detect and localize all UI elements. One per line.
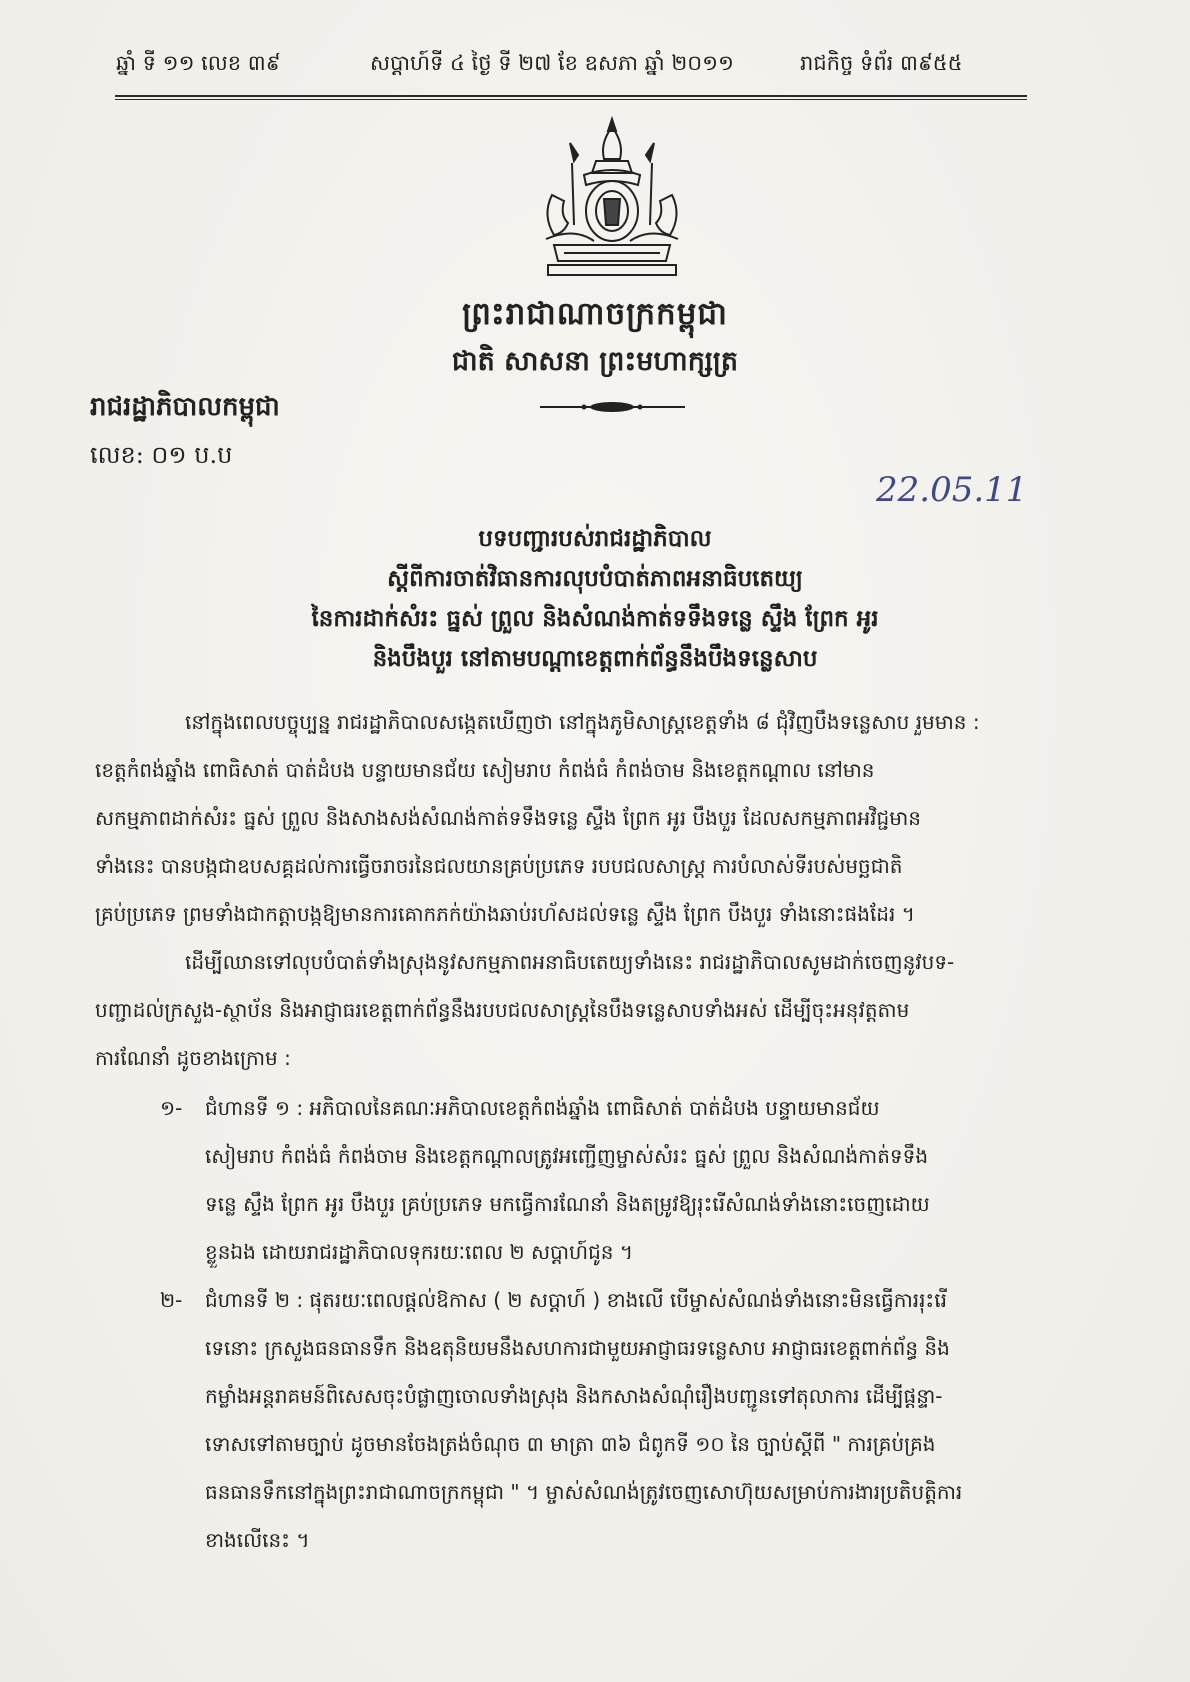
gazette-year-issue: ឆ្នាំ ទី ១១ លេខ ៣៩: [116, 51, 281, 75]
step-2-line: ខាងលើនេះ ។: [205, 1528, 310, 1552]
document-title-line-3: នៃការដាក់សំរះ ធ្នស់ ព្រួល និងសំណង់កាត់ទទឹងទន្លេ ស្ទឹង ព្រែក អូរ: [311, 605, 879, 632]
gazette-page-number: រាជកិច្ច ទំព័រ ៣៩៥៥: [800, 51, 963, 75]
step-2-line: ជំហានទី ២ : ផុតរយៈពេលផ្តល់ឱកាស ( ២ សប្តាហ៍ ) ខាងលើ បើម្ចាស់សំណង់ទាំងនោះមិនធ្វើការរុះរើ: [205, 1288, 947, 1312]
step-1-line: ជំហានទី ១ : អភិបាលនៃគណៈអភិបាលខេត្តកំពង់ឆ្នាំង ពោធិសាត់ បាត់ដំបង បន្ទាយមានជ័យ: [205, 1096, 880, 1120]
paragraph-1-line: សកម្មភាពដាក់សំរះ ធ្នស់ ព្រួល និងសាងសង់សំណង់កាត់ទទឹងទន្លេ ស្ទឹង ព្រែក អូរ បឹងបួរ ដែលសកម្មភាពអវិជ្ជមាន: [95, 806, 921, 830]
paragraph-1-line: នៅក្នុងពេលបច្ចុប្បន្ន រាជរដ្ឋាភិបាលសង្កេតឃើញថា នៅក្នុងភូមិសាស្ត្រខេត្តទាំង ៨ ជុំវិញបឹងទន្លេសាប រួមមាន :: [185, 710, 980, 734]
document-title-line-2: ស្តីពីការចាត់វិធានការលុបបំបាត់ភាពអនាធិបតេយ្យ: [387, 565, 803, 592]
kingdom-title: ព្រះរាជាណាចក្រកម្ពុជា: [462, 296, 728, 332]
header-divider-thin: [115, 99, 1027, 100]
step-1-line: ទន្លេ ស្ទឹង ព្រែក អូរ បឹងបួរ គ្រប់ប្រភេទ មកធ្វើការណែនាំ និងតម្រូវឱ្យរុះរើសំណង់ទាំងនោះចេញដោយ: [205, 1192, 930, 1216]
step-2-line: កម្លាំងអន្តរាគមន៍ពិសេសចុះបំផ្លាញចោលទាំងស្រុង និងកសាងសំណុំរឿងបញ្ជូនទៅតុលាការ ដើម្បីផ្តន្ទា-: [205, 1384, 943, 1408]
national-motto: ជាតិ សាសនា ព្រះមហាក្សត្រ: [451, 346, 739, 377]
step-2-line: ទេនោះ ក្រសួងធនធានទឹក និងឧតុនិយមនឹងសហការជាមួយអាជ្ញាធរទន្លេសាប អាជ្ញាធរខេត្តពាក់ព័ន្ធ និង: [205, 1336, 950, 1360]
royal-emblem-icon: [534, 115, 690, 280]
paragraph-1-line: ទាំងនេះ បានបង្កជាឧបសគ្គដល់ការធ្វើចរាចរនៃជលយានគ្រប់ប្រភេទ របបជលសាស្ត្រ ការបំលាស់ទីរបស់មច្ឆជាតិ: [95, 854, 903, 878]
divider-ornament-icon: [540, 400, 685, 414]
step-1-line: ខ្លួនឯង ដោយរាជរដ្ឋាភិបាលទុករយៈពេល ២ សប្តាហ៍ជូន ។: [205, 1240, 634, 1264]
paragraph-2-line: ការណែនាំ ដូចខាងក្រោម :: [95, 1046, 291, 1070]
paragraph-2-line: បញ្ជាដល់ក្រសួង-ស្ថាប័ន និងអាជ្ញាធរខេត្តពាក់ព័ន្ធនឹងរបបជលសាស្ត្រនៃបឹងទន្លេសាបទាំងអស់ ដើម្បីចុះអនុវត្តតាម: [95, 998, 910, 1022]
issuer-name: រាជរដ្ឋាភិបាលកម្ពុជា: [90, 392, 280, 422]
header-divider: [115, 95, 1027, 97]
handwritten-date: 22.05.11: [876, 470, 1028, 510]
document-title-line-4: និងបឹងបួរ នៅតាមបណ្តាខេត្តពាក់ព័ន្ធនឹងបឹងទន្លេសាប: [372, 645, 818, 672]
step-2-line: ទោសទៅតាមច្បាប់ ដូចមានចែងត្រង់ចំណុច ៣ មាត្រា ៣៦ ជំពូកទី ១០ នៃ ច្បាប់ស្តីពី " ការគ្រប់គ្រង: [205, 1432, 936, 1456]
paragraph-1-line: ខេត្តកំពង់ឆ្នាំង ពោធិសាត់ បាត់ដំបង បន្ទាយមានជ័យ សៀមរាប កំពង់ធំ កំពង់ចាម និងខេត្តកណ្តាល នៅមាន: [95, 758, 875, 782]
paragraph-1-line: គ្រប់ប្រភេទ ព្រមទាំងជាកត្តាបង្កឱ្យមានការគោកភក់យ៉ាងឆាប់រហ័សដល់ទន្លេ ស្ទឹង ព្រែក បឹងបួរ ទាំងនោះផងដែរ ។: [95, 902, 915, 926]
step-2-line: ធនធានទឹកនៅក្នុងព្រះរាជាណាចក្រកម្ពុជា " ។ ម្ចាស់សំណង់ត្រូវចេញសោហ៊ុយសម្រាប់ការងារប្រតិបត្តិការ: [205, 1480, 963, 1504]
gazette-date: សប្តាហ៍ទី ៤ ថ្ងៃ ទី ២៧ ខែ ឧសភា ឆ្នាំ ២០១១: [370, 51, 734, 75]
step-1-number: ១-: [160, 1096, 183, 1120]
document-title-line-1: បទបញ្ជារបស់រាជរដ្ឋាភិបាល: [478, 525, 712, 552]
document-number: លេខ: ០១ ប.ប: [90, 441, 233, 469]
paragraph-2-line: ដើម្បីឈានទៅលុបបំបាត់ទាំងស្រុងនូវសកម្មភាពអនាធិបតេយ្យទាំងនេះ រាជរដ្ឋាភិបាលសូមដាក់ចេញនូវបទ-: [185, 950, 955, 974]
step-1-line: សៀមរាប កំពង់ធំ កំពង់ចាម និងខេត្តកណ្តាលត្រូវអញ្ជើញម្ចាស់សំរះ ធ្នស់ ព្រួល និងសំណង់កាត់ទទឹង: [205, 1144, 929, 1168]
step-2-number: ២-: [160, 1288, 183, 1312]
